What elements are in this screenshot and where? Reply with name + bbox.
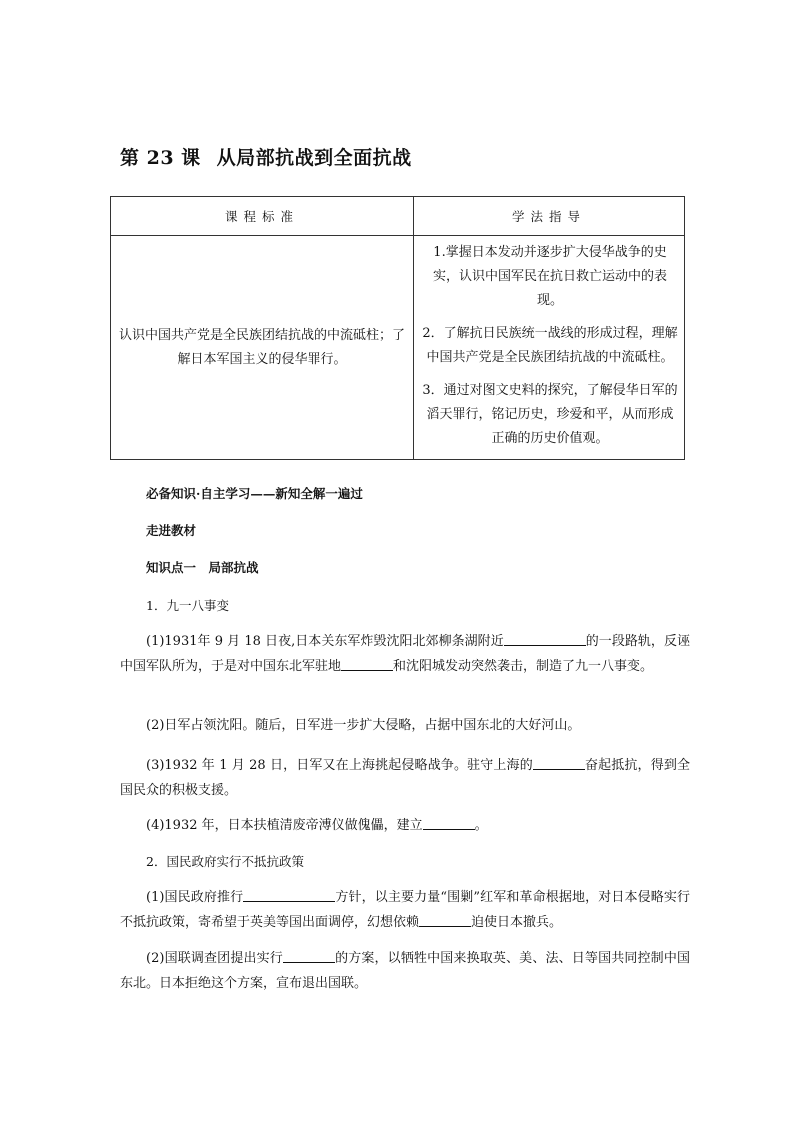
col-header-guidance: 学法指导 xyxy=(414,197,685,236)
fill-blank[interactable] xyxy=(283,949,335,963)
paragraph-1-3: (3)1932 年 1 月 28 日，日军又在上海挑起侵略战争。驻守上海的 奋起抵抗，得到全国民众的积极支援。 xyxy=(120,758,690,798)
curriculum-table xyxy=(110,196,685,460)
page-title xyxy=(120,143,412,170)
curriculum-standard: 认识中国共产党是全民族团结抗战的中流砥柱；了解日本军国主义的侵华罪行。 xyxy=(111,236,414,460)
section-header: 必备知识·自主学习——新知全解一遍过 xyxy=(146,486,363,501)
study-guidance xyxy=(414,236,685,460)
paragraph-1-1: (1)1931年 9 月 18 日夜,日本关东军炸毁沈阳北郊柳条湖附近 的一段路轨，反诬中国军队所为，于是对中国东北军驻地 和沈阳城发动突然袭击，制造了九一八事变。 xyxy=(120,634,690,674)
subheader: 走进教材 xyxy=(146,523,197,538)
paragraph-2-2: (2)国联调查团提出实行 的方案，以牺牲中国来换取英、美、法、日等国共同控制中国东北。日本拒绝这个方案，宣布退出国联。 xyxy=(120,951,690,991)
guidance-item-3: 3．通过对图文史料的探究，了解侵华日军的滔天罪行，铭记历史，珍爱和平，从而形成正确的历史价值观。 xyxy=(422,383,678,446)
paragraph-1-2: (2)日军占领沈阳。随后，日军进一步扩大侵略，占据中国东北的大好河山。 xyxy=(146,718,581,733)
fill-blank[interactable] xyxy=(341,657,393,671)
item-heading-2: 2．国民政府实行不抵抗政策 xyxy=(146,854,304,869)
paragraph-2-1: (1)国民政府推行 方针，以主要力量“围剿”红军和革命根据地，对日本侵略实行不抵抗政策，寄希望于英美等国出面调停，幻想依赖 迫使日本撤兵。 xyxy=(120,890,690,930)
guidance-item-2: 2．了解抗日民族统一战线的形成过程，理解中国共产党是全民族团结抗战的中流砥柱。 xyxy=(422,326,678,365)
fill-blank[interactable] xyxy=(533,756,585,770)
fill-blank[interactable] xyxy=(423,816,475,830)
paragraph-1-4: (4)1932 年，日本扶植清废帝溥仪做傀儡，建立 。 xyxy=(146,818,488,833)
col-header-standard: 课程标准 xyxy=(111,197,414,236)
fill-blank[interactable] xyxy=(504,632,586,646)
item-heading-1: 1．九一八事变 xyxy=(146,598,229,613)
lesson-topic: 从局部抗战到全面抗战 xyxy=(216,147,412,169)
lesson-number: 第 23 课 xyxy=(120,147,201,169)
fill-blank[interactable] xyxy=(243,888,335,902)
guidance-item-1: 1.掌握日本发动并逐步扩大侵华战争的史实，认识中国军民在抗日救亡运动中的表现。 xyxy=(432,245,667,308)
fill-blank[interactable] xyxy=(419,913,471,927)
knowledge-point-title: 知识点一 局部抗战 xyxy=(146,560,259,575)
